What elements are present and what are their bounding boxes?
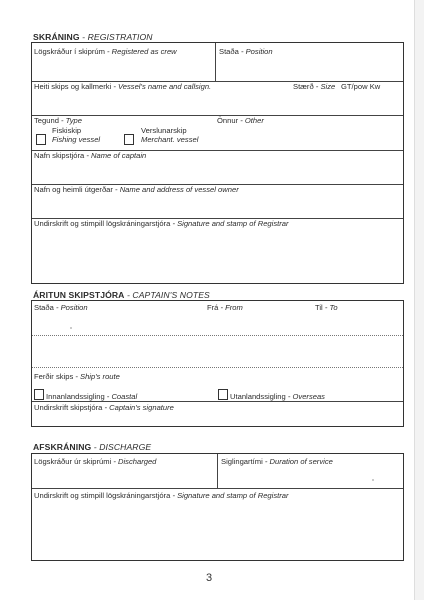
dotted-line xyxy=(32,335,403,336)
discharge-heading: AFSKRÁNING - DISCHARGE xyxy=(33,442,152,452)
size-field[interactable]: Stærð - Size xyxy=(293,82,336,91)
other-field[interactable]: Önnur - Other xyxy=(217,116,264,125)
page-number: 3 xyxy=(206,572,213,584)
type-label: Tegund - Type xyxy=(34,116,82,125)
merchant-vessel-checkbox[interactable] xyxy=(124,134,134,145)
ships-route-label: Ferðir skips - Ship's route xyxy=(34,372,120,381)
overseas-label: Utanlandssigling - Overseas xyxy=(230,392,325,401)
vessel-name-field[interactable]: Heiti skips og kallmerki - Vessel's name and callsign. xyxy=(34,82,212,91)
paper-speck xyxy=(70,327,72,329)
coastal-label: Innanlandssigling - Coastal xyxy=(46,392,138,401)
overseas-checkbox[interactable] xyxy=(218,389,228,400)
row-line xyxy=(32,488,403,489)
to-field[interactable]: Til - To xyxy=(315,303,338,312)
fishing-vessel-checkbox[interactable] xyxy=(36,134,46,145)
paper-speck xyxy=(372,479,374,481)
captain-name-field[interactable]: Nafn skipstjóra - Name of captain xyxy=(34,151,147,160)
discharge-box xyxy=(31,453,404,561)
registered-as-crew-field[interactable]: Lögskráður í skiprúm - Registered as crew xyxy=(34,47,177,56)
notes-position-field[interactable]: Staða - Position xyxy=(34,303,88,312)
crew-position-divider xyxy=(215,43,216,81)
size-units: GT/pow Kw xyxy=(341,82,381,91)
dotted-line xyxy=(32,367,403,368)
discharged-field[interactable]: Lögskráður úr skiprúmi - Discharged xyxy=(34,457,157,466)
registration-heading: SKRÁNING - REGISTRATION xyxy=(33,32,153,42)
captains-notes-box xyxy=(31,300,404,427)
merchant-vessel-label: Verslunarskip Merchant. vessel xyxy=(141,126,199,144)
fishing-vessel-label: Fiskiskip Fishing vessel xyxy=(52,126,101,144)
from-field[interactable]: Frá - From xyxy=(207,303,243,312)
coastal-checkbox[interactable] xyxy=(34,389,44,400)
duration-of-service-field[interactable]: Siglingartími - Duration of service xyxy=(221,457,333,466)
captain-signature-field[interactable]: Undirskrift skipstjóra - Captain's signature xyxy=(34,403,174,412)
position-field[interactable]: Staða - Position xyxy=(219,47,273,56)
discharged-duration-divider xyxy=(217,454,218,488)
discharge-signature-field[interactable]: Undirskrift og stimpill lögskráningarstjóra - Signature and stamp of Registrar xyxy=(34,491,289,500)
captains-notes-heading: ÁRITUN SKIPSTJÓRA - CAPTAIN'S NOTES xyxy=(33,290,210,300)
page-edge xyxy=(414,0,424,600)
row-line xyxy=(32,401,403,402)
registrar-signature-field[interactable]: Undirskrift og stimpill lögskráningarstjóra - Signature and stamp of Registrar xyxy=(34,219,289,228)
vessel-owner-field[interactable]: Nafn og heimli útgerðar - Name and address of vessel owner xyxy=(34,185,239,194)
registration-box xyxy=(31,42,404,284)
